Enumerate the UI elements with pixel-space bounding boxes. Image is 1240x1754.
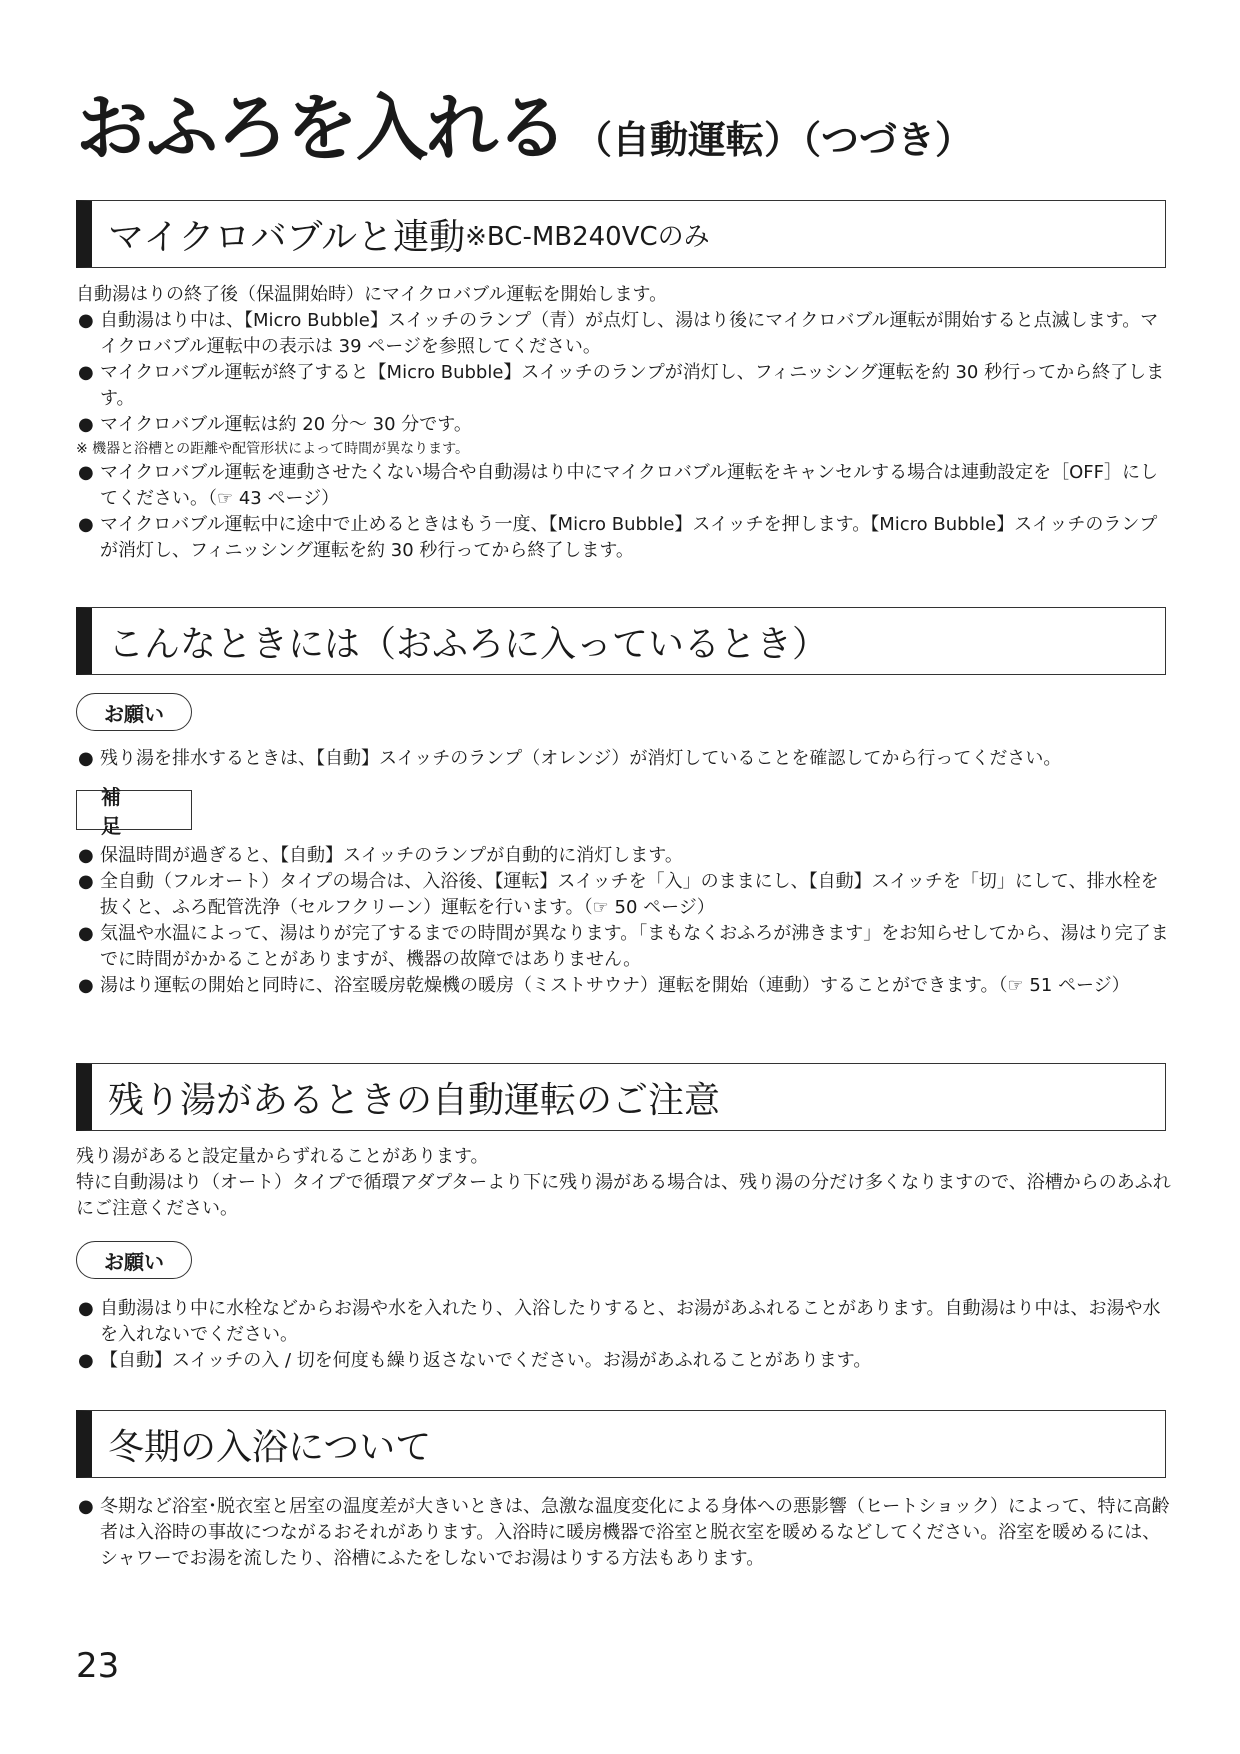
bullet-list [76,1296,1172,1374]
intro-text: 自動湯はりの終了後（保温開始時）にマイクロバブル運転を開始します。 [76,284,668,305]
list-item [76,869,1172,921]
bullet-icon: ● [78,1350,94,1371]
bullet-icon: ● [78,310,94,331]
caution-label: お願い [76,1241,192,1279]
bullet-list [76,308,1172,438]
bullet-icon: ● [78,845,94,866]
list-item [76,360,1172,412]
page-title-main: おふろを入れる [76,86,567,170]
caution-label: お願い [76,693,192,731]
bullet-icon: ● [78,414,94,435]
bullet-icon: ● [78,748,94,769]
list-item [76,1348,1172,1374]
section-heading-remaining-water [76,1063,1166,1131]
bullet-list [76,746,1172,772]
list-item-text: 【自動】スイッチの入 / 切を何度も繰り返さないでください。お湯があふれることがあります。 [100,1350,872,1371]
supplement-label: 補 足 [76,790,192,830]
list-item-text: 自動湯はり中は、【Micro Bubble】スイッチのランプ（青）が点灯し、湯はり後にマイクロバブル運転が開始すると点滅します。マイクロバブル運転中の表示は 39 ページを参照してください。 [100,310,1159,357]
section-body-micro-bubble [76,282,1172,564]
list-item-text: 冬期など浴室･脱衣室と居室の温度差が大きいときは、急激な温度変化による身体への悪影響（ヒートショック）によって、特に高齢者は入浴時の事故につながるおそれがあります。入浴時に暖房機器で浴室と脱衣室を暖めるなどしてください。浴室を暖めるには、シャワーでお湯を流したり、浴槽にふたをしないでお湯はりする方法もあります。 [100,1496,1170,1569]
list-item-text: マイクロバブル運転中に途中で止めるときはもう一度、【Micro Bubble】スイッチを押します。【Micro Bubble】スイッチのランプが消灯し、フィニッシング運転を約 30 秒行ってから終了します。 [100,514,1158,561]
bullet-list [76,843,1172,999]
section-heading-winter-bathing [76,1410,1166,1478]
bullet-icon: ● [78,514,94,535]
list-item-text: 湯はり運転の開始と同時に、浴室暖房乾燥機の暖房（ミストサウナ）運転を開始（連動）することができます。（☞ 51 ページ） [100,975,1130,996]
list-item-text: 保温時間が過ぎると、【自動】スイッチのランプが自動的に消灯します。 [100,845,683,866]
page-title [76,70,973,174]
list-item [76,512,1172,564]
section-body-winter-bathing [76,1494,1172,1572]
page-title-sub: （自動運転）（つづき） [574,118,974,162]
caution-body [76,1296,1172,1374]
section-heading-text: 冬期の入浴について [108,1426,432,1468]
list-item [76,412,1172,438]
section-heading-text: マイクロバブルと連動 [108,216,466,258]
bullet-list [76,1494,1172,1572]
bullet-list [76,460,1172,564]
list-item-text: 全自動（フルオート）タイプの場合は、入浴後、【運転】スイッチを「入」のままにし、【自動】スイッチを「切」にして、排水栓を抜くと、ふろ配管洗浄（セルフクリーン）運転を行います。（☞ 50 ページ） [100,871,1159,918]
footnote: ※ 機器と浴槽との距離や配管形状によって時間が異なります。 [76,441,470,457]
list-item [76,746,1172,772]
bullet-icon: ● [78,923,94,944]
bullet-icon: ● [78,462,94,483]
caution-body [76,746,1172,772]
list-item-text: 自動湯はり中に水栓などからお湯や水を入れたり、入浴したりすると、お湯があふれることがあります。自動湯はり中は、お湯や水を入れないでください。 [100,1298,1161,1345]
supplement-body [76,843,1172,999]
list-item-text: マイクロバブル運転は約 20 分～ 30 分です。 [100,414,472,435]
bullet-icon: ● [78,362,94,383]
list-item [76,1494,1172,1572]
section-body-remaining-water [76,1144,1172,1222]
list-item [76,308,1172,360]
bullet-icon: ● [78,1496,94,1517]
section-heading-suffix: ※BC-MB240VCのみ [465,221,710,252]
intro-text: 特に自動湯はり（オート）タイプで循環アダプターより下に残り湯がある場合は、残り湯の分だけ多くなりますので、浴槽からのあふれにご注意ください。 [76,1172,1171,1219]
list-item-text: 気温や水温によって、湯はりが完了するまでの時間が異なります。「まもなくおふろが沸きます」をお知らせしてから、湯はり完了までに時間がかかることがありますが、機器の故障ではありません。 [100,923,1169,970]
list-item [76,921,1172,973]
list-item-text: 残り湯を排水するときは、【自動】スイッチのランプ（オレンジ）が消灯していることを確認してから行ってください。 [100,748,1062,769]
page-number: 23 [76,1646,120,1686]
section-heading-text: 残り湯があるときの自動運転のご注意 [108,1079,721,1121]
section-heading-when-bathing [76,607,1166,675]
list-item-text: マイクロバブル運転が終了すると【Micro Bubble】スイッチのランプが消灯し、フィニッシング運転を約 30 秒行ってから終了します。 [100,362,1165,409]
list-item-text: マイクロバブル運転を連動させたくない場合や自動湯はり中にマイクロバブル運転をキャンセルする場合は連動設定を［OFF］にしてください。（☞ 43 ページ） [100,462,1158,509]
bullet-icon: ● [78,975,94,996]
bullet-icon: ● [78,1298,94,1319]
intro-text: 残り湯があると設定量からずれることがあります。 [76,1146,489,1167]
list-item [76,1296,1172,1348]
list-item [76,843,1172,869]
section-heading-micro-bubble [76,200,1166,268]
bullet-icon: ● [78,871,94,892]
list-item [76,973,1172,999]
section-heading-text: こんなときには（おふろに入っているとき） [108,623,829,665]
list-item [76,460,1172,512]
